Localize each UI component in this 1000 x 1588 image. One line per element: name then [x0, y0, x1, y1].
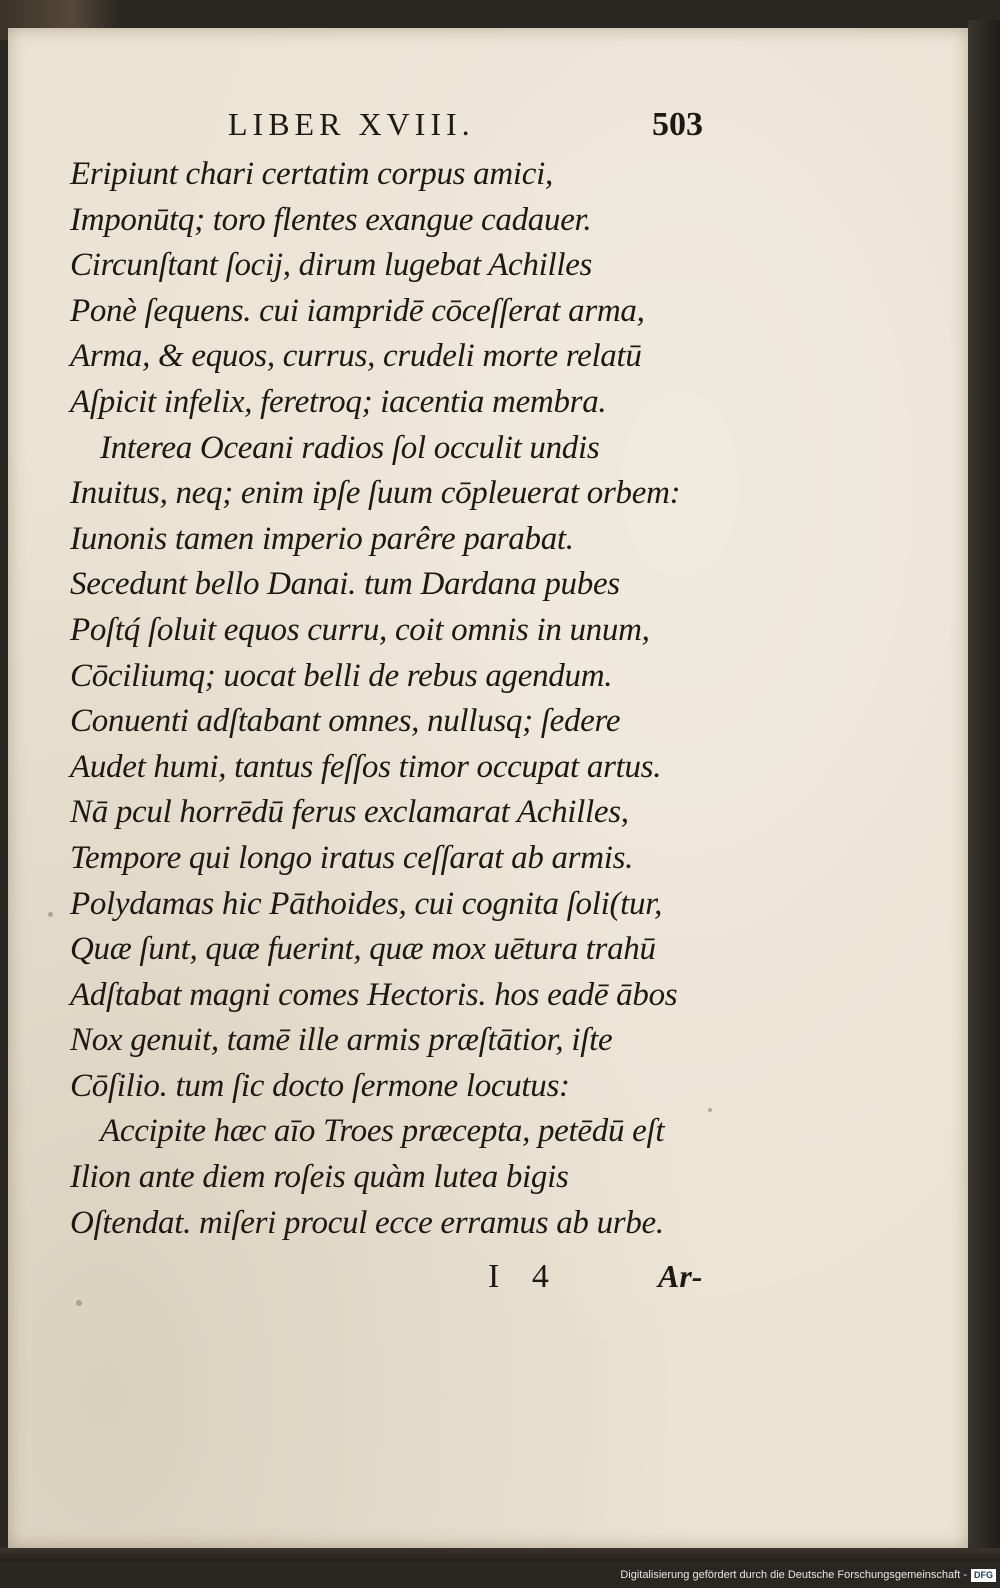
paper-speck [76, 1300, 82, 1306]
paper-speck [48, 912, 53, 917]
dfg-logo: DFG [971, 1569, 996, 1582]
verse-line: Accipite hæc aīo Troes præcepta, petēdū eſt [100, 1113, 665, 1150]
page-number: 503 [652, 106, 703, 143]
paper-speck [708, 1108, 712, 1112]
verse-line: Adſtabat magni comes Hectoris. hos eadē ābos [70, 976, 678, 1013]
page-bottom-edge [0, 1548, 1000, 1562]
verse-line: Ponè ſequens. cui iampridē cōceſſerat arma, [70, 292, 645, 329]
verse-line: Quæ ſunt, quæ fuerint, quæ mox uētura trahū [70, 931, 656, 968]
running-head-title: LIBER XVIII. [228, 106, 475, 142]
verse-line: Circunſtant ſocij, dirum lugebat Achilles [70, 247, 593, 284]
verse-line: Aſpicit infelix, feretroq; iacentia membra. [70, 383, 607, 420]
verse-line: Cōſilio. tum ſic docto ſermone locutus: [70, 1067, 570, 1104]
verse-line: Poſtq́ ſoluit equos curru, coit omnis in unum, [70, 611, 650, 648]
verse-line: Oſtendat. miſeri procul ecce erramus ab urbe. [70, 1204, 664, 1241]
verse-line: Inuitus, neq; enim ipſe ſuum cōpleuerat orbem: [70, 475, 681, 512]
digitization-credit [560, 1566, 996, 1584]
signature-mark: I 4 [488, 1258, 561, 1295]
verse-text-block [70, 152, 730, 1246]
verse-line: Secedunt bello Danai. tum Dardana pubes [70, 566, 620, 603]
verse-line: Polydamas hic Pāthoides, cui cognita ſoli(tur, [70, 885, 663, 922]
catchword: Ar- [658, 1258, 703, 1294]
verse-line: Imponūtq; toro flentes exangue cadauer. [70, 201, 592, 238]
verse-line: Ilion ante diem roſeis quàm lutea bigis [70, 1159, 569, 1196]
verse-line: Nā pcul horrēdū ferus exclamarat Achilles, [70, 794, 629, 831]
verse-line: Interea Oceani radios ſol occulit undis [100, 429, 600, 466]
verse-line: Iunonis tamen imperio parêre parabat. [70, 520, 574, 557]
verse-line: Arma, & equos, currus, crudeli morte relatū [70, 338, 642, 375]
digitization-credit-text: Digitalisierung gefördert durch die Deutsche Forschungsgemeinschaft - [620, 1569, 967, 1581]
verse-line: Audet humi, tantus feſſos timor occupat artus. [70, 748, 662, 785]
verse-line: Cōciliumq; uocat belli de rebus agendum. [70, 657, 613, 694]
verse-line: Conuenti adſtabant omnes, nullusq; ſedere [70, 703, 621, 740]
verse-line: Eripiunt chari certatim corpus amici, [70, 156, 553, 192]
verse-line: Tempore qui longo iratus ceſſarat ab armis. [70, 839, 634, 876]
page-right-edge [968, 20, 1000, 1560]
verse-line: Nox genuit, tamē ille armis præſtātior, iſte [70, 1022, 613, 1059]
